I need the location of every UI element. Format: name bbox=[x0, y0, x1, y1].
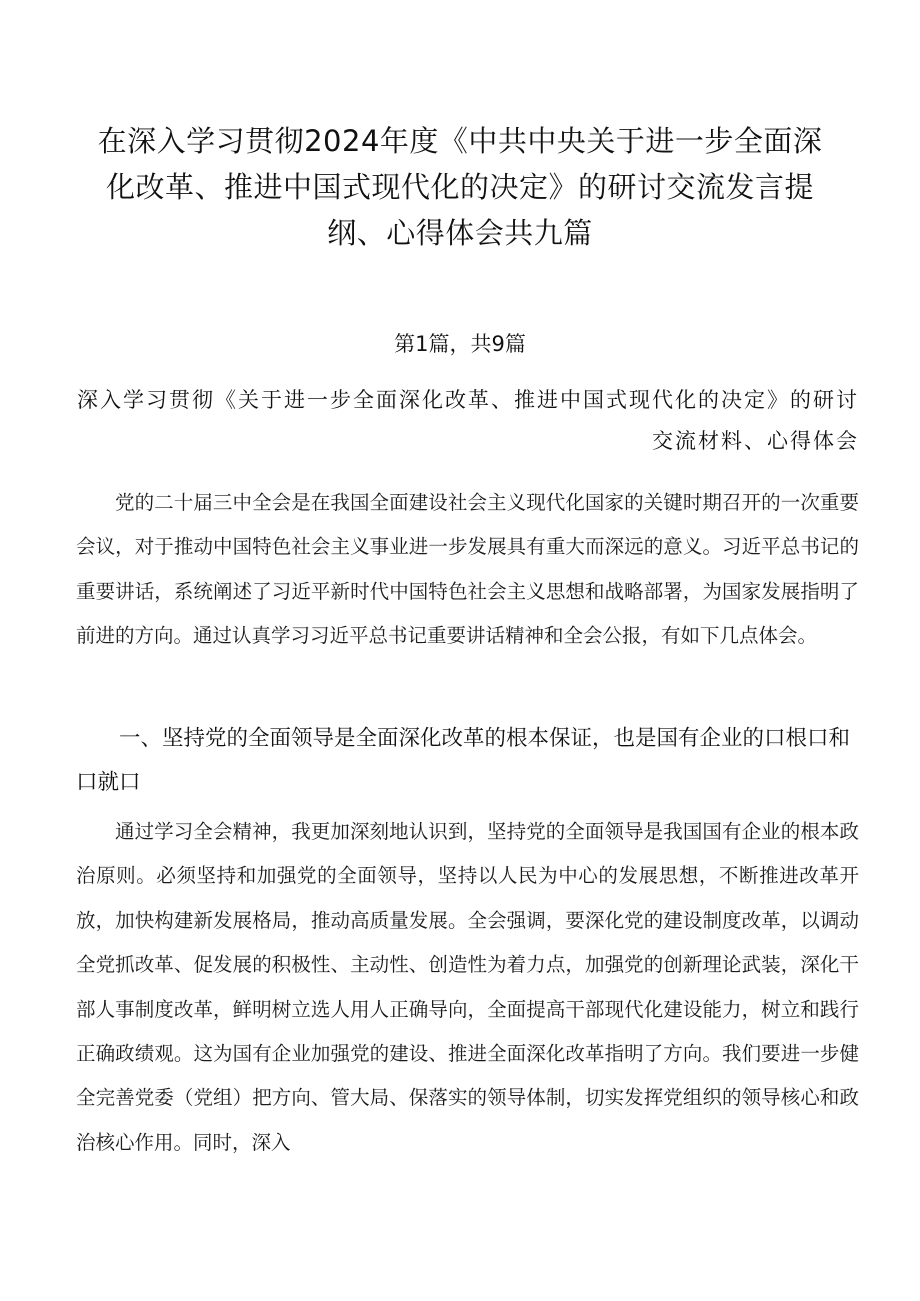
paragraph-intro: 党的二十届三中全会是在我国全面建设社会主义现代化国家的关键时期召开的一次重要会议，对于推动中国特色社会主义事业进一步发展具有重大而深远的意义。习近平总书记的重要讲话，系统阐述了习近平新时代中国特色社会主义思想和战略部署，为国家发展指明了前进的方向。通过认真学习习近平总书记重要讲话精神和全会公报，有如下几点体会。 bbox=[76, 491, 859, 648]
paragraph-body: 通过学习全会精神，我更加深刻地认识到，坚持党的全面领导是我国国有企业的根本政治原则。必须坚持和加强党的全面领导，坚持以人民为中心的发展思想，不断推进改革开放，加快构建新发展格局，推动高质量发展。全会强调，要深化党的建设制度改革，以调动全党抓改革、促发展的积极性、主动性、创造性为着力点，加强党的创新理论武装，深化干部人事制度改革，鲜明树立选人用人正确导向，全面提高干部现代化建设能力，树立和践行正确政绩观。这为国有企业加强党的建设、推进全面深化改革指明了方向。我们要进一步健全完善党委（党组）把方向、管大局、保落实的领导体制，切实发挥党组织的领导核心和政治核心作用。同时，深入 bbox=[76, 820, 859, 1154]
section-label: 第1篇，共9篇 bbox=[394, 332, 526, 356]
document-title: 在深入学习贯彻2024年度《中共中央关于进一步全面深化改革、推进中国式现代化的决定》的研讨交流发言提纲、心得体会共九篇 bbox=[97, 124, 823, 250]
article-title: 深入学习贯彻《关于进一步全面深化改革、推进中国式现代化的决定》的研讨交流材料、心得体会 bbox=[77, 388, 859, 453]
section-heading: 一、坚持党的全面领导是全面深化改革的根本保证，也是国有企业的口根口和口就口 bbox=[76, 726, 851, 795]
